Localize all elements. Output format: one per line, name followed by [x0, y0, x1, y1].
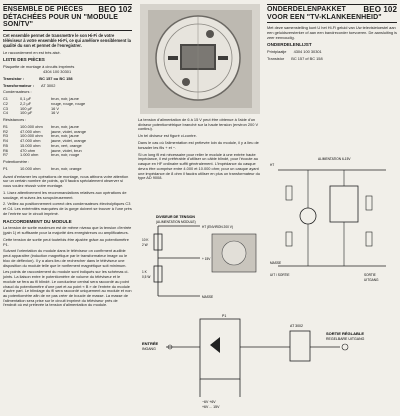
list-item: R3 100.000 ohm brun, noir, jaune [3, 133, 79, 139]
pot-fig-label: P1 [222, 314, 227, 318]
dutch-code: BEO 102 [363, 5, 397, 14]
french-title: ENSEMBLE DE PIÈCES DÉTACHÉES POUR UN "MODULE SON/TV" [3, 6, 118, 29]
schem-in-label: UIT / SORTIE [270, 273, 290, 277]
list-item: R5 15.000 ohm brun, vert, orange [3, 142, 82, 148]
transformer-box [290, 331, 310, 361]
list-item: R2 47.000 ohm jaune, violet, orange [3, 128, 87, 134]
dutch-parts-heading: ONDERDELENLIJST [267, 42, 312, 48]
french-column [3, 4, 132, 310]
res1-sub: 2 W [142, 243, 148, 247]
col2-p2: Un tel diviseur est figuré ci-contre. [138, 133, 197, 139]
french-column-2 [138, 118, 262, 183]
schem-transistor [300, 208, 316, 224]
block-diagram [140, 305, 398, 411]
list-item: R6 470 ohm jaune, violet, brun [3, 147, 82, 153]
dutch-pcb-value: 4304 100 30301 [293, 49, 322, 54]
divider-label: DIVISEUR DE TENSION [156, 215, 195, 219]
res2-label: 1 K [142, 270, 147, 274]
module-photo [140, 4, 260, 114]
out-label: + 15V [202, 257, 211, 261]
list-item: P1 10.000 ohm brun, noir, orange [3, 165, 82, 171]
list-item: C2 2,2 µF rouge, rouge, rouge [3, 101, 86, 107]
capacitors-label: Condensateurs : [3, 89, 32, 95]
schem-out2: UITGANG [364, 278, 379, 282]
french-code: BEO 102 [98, 5, 132, 14]
list-item: C4 100 µF 16 V [3, 110, 60, 116]
list-item: C3 100 µF 16 V [3, 105, 60, 111]
dutch-column [267, 4, 397, 64]
conn-p3: Suivant l'orientation du module dans le téléviseur on confirment audible peut apparaître (induction magnétique par le transformateur image ou le bloc de déflexion). Il y a alors lieu de rechercher dans le téléviseur une disposition du module telle que le ronflement magnétique soit minimum. [3, 248, 128, 268]
conn-p4: Les points de raccordement du module sont indiqués sur les schémas ci-joints. La liaison entre le potentiomètre de volume du téléviseur et le module se fera au fil blindé. Le conducteur central sera raccordé au point chaud du potentiomètre d'une part et au point « B » de l'entrée du module d'autre part. Le blindage du fil sera raccordé uniquement au module et non au potentiomètre afin de ne pas créer de boucle de masse. La masse de l'alimentation sera prise sur le circuit imprimé du téléviseur près de l'endroit où est prélevée la tension d'alimentation du module. [3, 269, 132, 308]
schem-out1: SORTIE [364, 273, 376, 277]
schem-transformer [330, 186, 358, 222]
supply-label: −6V +6V [202, 400, 216, 404]
conn-p1: La tension de sortie maximum est de même niveau que la tension d'entrée (gain 1) et suffisante pour la majorité des enregistreurs ou amplificateurs. [3, 225, 132, 235]
transformer-label: Transformateur : [3, 82, 34, 88]
assembly-p1: Avant d'entamer les opérations de montage, nous attirons votre attention sur un certain nombre de points, qu'il faudra spécialement observer si vous voulez réussir votre montage. [3, 173, 129, 188]
res1-label: 10 K [142, 238, 149, 242]
schem-top-label: ALIMENTATION 6-15V [318, 157, 351, 161]
parts-heading: LISTE DES PIÈCES [3, 57, 45, 63]
output-sub: REGELBARE UITGANG [326, 337, 365, 341]
dutch-transistor-label: Transistor [267, 55, 285, 61]
divider-svg [140, 212, 264, 302]
schem-ht: HT [270, 163, 275, 167]
col2-p3: Dans le cas où l'alimentation est prélevée loin du module, il y a lieu de torsader les fils + et −. [138, 140, 259, 150]
transformer-label: AT 3002 [290, 324, 303, 328]
transistor-label: Transistor : [3, 75, 25, 81]
resistor-list [3, 125, 132, 158]
circuit-schematic [268, 156, 396, 306]
assembly-p2: 1. Lisez attentivement les recommandations relatives aux opérations de soudage, et suivez-les scrupuleusement. [3, 189, 127, 200]
french-intro: Cet ensemble permet de transmettre le son Hi-Fi de votre téléviseur à votre ensemble Hi-Fi, ce qui améliore sensiblement la qualité du son et permet de l'enregistrer. [3, 32, 131, 48]
capacitor-list [3, 97, 132, 116]
supply-label-2: +6V ... 15V [202, 405, 220, 409]
list-item: R7 1.000 ohm brun, noir, rouge [3, 152, 80, 158]
conn-p2: Cette tension de sortie peut toutefois être ajustée grâce au potentiomètre P1. [3, 236, 129, 247]
col2-p4: Si un long fil est nécessaire pour relier le module à une entrée haute impédance, il est préférable d'utiliser un câble blindé, pour l'écoute au casque en HF ordinaire suffit généralement. L'impédance du casque devra être comprise entre 4.000 et 10.000 ohm; pour un casque ayant une impédance de 8 ohm il faudra utiliser en plus un transformateur du type AD 9008. [138, 151, 260, 181]
list-item: C1 0,1 µF brun, noir, jaune [3, 96, 79, 102]
pot-label: Potentiomètre : [3, 158, 30, 164]
voltage-divider-diagram [140, 212, 264, 302]
input-label: ENTRÉE [142, 341, 159, 346]
output-label: SORTIE RÉGLABLE [326, 331, 365, 336]
schem-mass: MASSE [270, 261, 282, 265]
dutch-title: ONDERDELENPAKKET VOOR EEN "TV-KLANKEENHEID" [267, 6, 382, 21]
mass-label: MASSE [202, 295, 214, 299]
transistor-value: BC 157 ou BC 158 [39, 75, 73, 81]
french-title-bar [3, 4, 132, 31]
resistors-label: Résistances : [3, 117, 27, 123]
hv-label: HT (ENVIRON 200 V) [202, 225, 233, 229]
list-item: R4 47.000 ohm jaune, violet, orange [3, 138, 87, 144]
dutch-intro: Met deze samenstelling kunt U het Hi-Fi geluid van Uw televisietoestel aan een geluidsversterker of aan een bandrecorder toevoeren. De aansluiting is zeer eenvoudig. [267, 25, 397, 40]
french-intro2: Le raccordement en est très aisé. [3, 49, 61, 55]
block-diagram-svg [140, 305, 398, 411]
input-sub: INGANG [142, 347, 156, 351]
pcb-label: Plaquette de montage à circuits imprimés [3, 64, 75, 70]
assembly-p3: 2. Veillez au positionnement correct des condensateurs électrolytiques C3 et C4. Les extrémités marquées de la gorge doivent se trouver à l'une près de l'entrée sur le circuit imprimé. [3, 201, 132, 216]
dutch-title-bar [267, 4, 397, 23]
dutch-transistor-value: BC 157 of BC 158 [291, 55, 323, 61]
divider-sub: (ALIMENTATION MODULE) [156, 220, 196, 224]
connection-heading: RACCORDEMENT DU MODULE [3, 218, 72, 224]
dutch-pcb-label: Printplaatje [267, 49, 287, 54]
pcb-value: 4304 100 30301 [43, 68, 72, 74]
res2-sub: 0,5 W [142, 275, 151, 279]
circuit-svg [268, 156, 396, 306]
module-photo-svg [140, 4, 260, 114]
transformer-value: AT 3002 [41, 82, 56, 88]
col2-p1: La tension d'alimentation de 6 à 15 V peut être obtenue à l'aide d'un diviseur potentiométrique branché sur la haute tension (environ 200 V continu). [138, 117, 259, 132]
list-item: R1 100.000 ohm brun, noir, jaune [3, 124, 79, 130]
